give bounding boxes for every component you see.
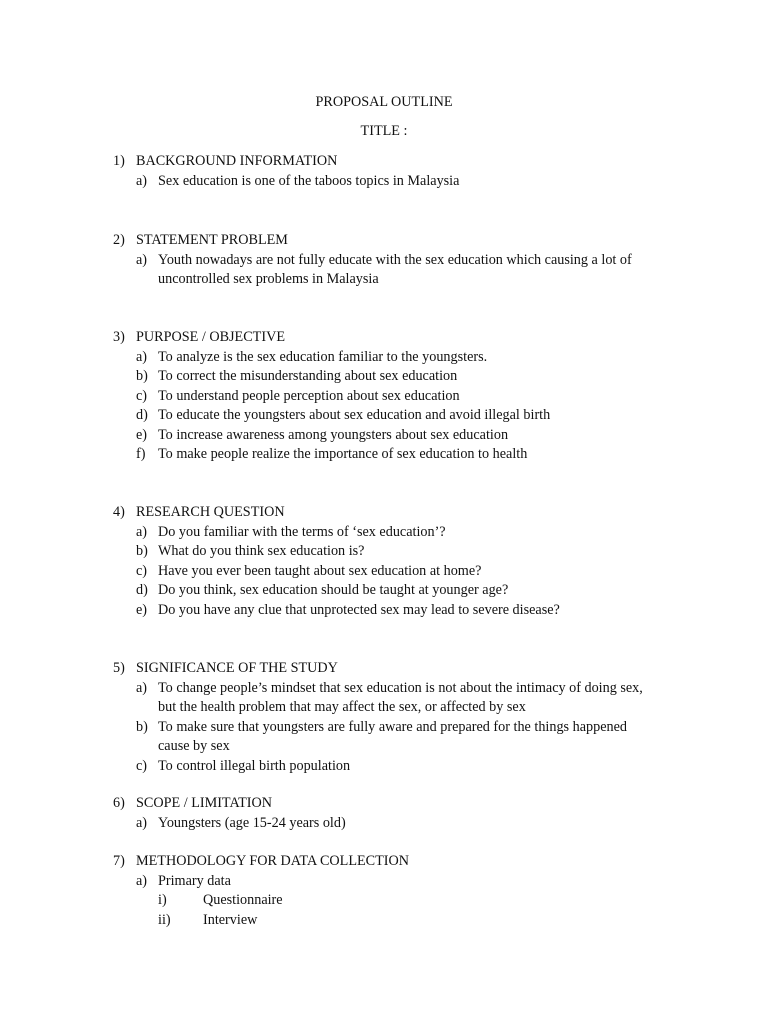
section-heading: METHODOLOGY FOR DATA COLLECTION	[136, 853, 410, 869]
list-item: d) Do you think, sex education should be taught at younger age?	[136, 582, 509, 598]
list-item: c) To understand people perception about sex education	[136, 387, 460, 404]
section-number: 3)	[113, 329, 125, 345]
list-item: a) Primary data	[136, 872, 231, 889]
document-title: PROPOSAL OUTLINE	[315, 94, 453, 110]
section-number: 2)	[113, 232, 125, 248]
section-purpose-objective	[113, 328, 713, 465]
list-item: e) Do you have any clue that unprotected sex may lead to severe disease?	[136, 601, 560, 618]
list-item: a) Do you familiar with the terms of ‘sex education’?	[136, 523, 446, 540]
section-heading: BACKGROUND INFORMATION	[136, 153, 338, 169]
section-significance	[113, 659, 713, 776]
section-number: 1)	[113, 153, 125, 169]
section-number: 4)	[113, 504, 125, 520]
section-heading: SCOPE / LIMITATION	[136, 795, 273, 811]
list-item: a) To change people’s mindset that sex education is not about the intimacy of doing sex, but the health problem that may affect the sex, or affected by sex	[136, 679, 643, 715]
list-item: b) To make sure that youngsters are fully aware and prepared for the things happened cause by sex	[136, 718, 627, 754]
section-heading: SIGNIFICANCE OF THE STUDY	[136, 660, 338, 676]
section-statement-problem	[113, 231, 713, 290]
list-item: a) To analyze is the sex education familiar to the youngsters.	[136, 348, 488, 365]
section-heading: PURPOSE / OBJECTIVE	[136, 329, 285, 345]
section-heading: STATEMENT PROBLEM	[136, 232, 288, 248]
section-methodology	[113, 852, 713, 930]
list-item: a) Sex education is one of the taboos topics in Malaysia	[136, 172, 460, 189]
section-background	[113, 152, 713, 191]
list-item: c) To control illegal birth population	[136, 757, 351, 774]
list-item: c) Have you ever been taught about sex education at home?	[136, 562, 482, 579]
list-item: b) To correct the misunderstanding about sex education	[136, 368, 458, 384]
list-item: a) Youngsters (age 15-24 years old)	[136, 814, 346, 831]
section-number: 7)	[113, 853, 125, 869]
list-item: f) To make people realize the importance of sex education to health	[136, 446, 528, 462]
sub-list	[158, 891, 713, 930]
title-field: TITLE :	[360, 123, 408, 139]
list-item: b) What do you think sex education is?	[136, 543, 365, 559]
section-number: 6)	[113, 795, 125, 811]
list-item: e) To increase awareness among youngsters about sex education	[136, 426, 509, 443]
list-item: d) To educate the youngsters about sex education and avoid illegal birth	[136, 407, 551, 423]
section-number: 5)	[113, 660, 125, 676]
list-item: a) Youth nowadays are not fully educate with the sex education which causing a lot of uncontrolled sex problems in Malaysia	[136, 251, 632, 287]
sub-list-item: ii) Interview	[158, 911, 258, 928]
section-research-question	[113, 503, 713, 620]
section-heading: RESEARCH QUESTION	[136, 504, 285, 520]
sub-list-item: i) Questionnaire	[158, 892, 283, 908]
section-scope-limitation	[113, 794, 713, 833]
